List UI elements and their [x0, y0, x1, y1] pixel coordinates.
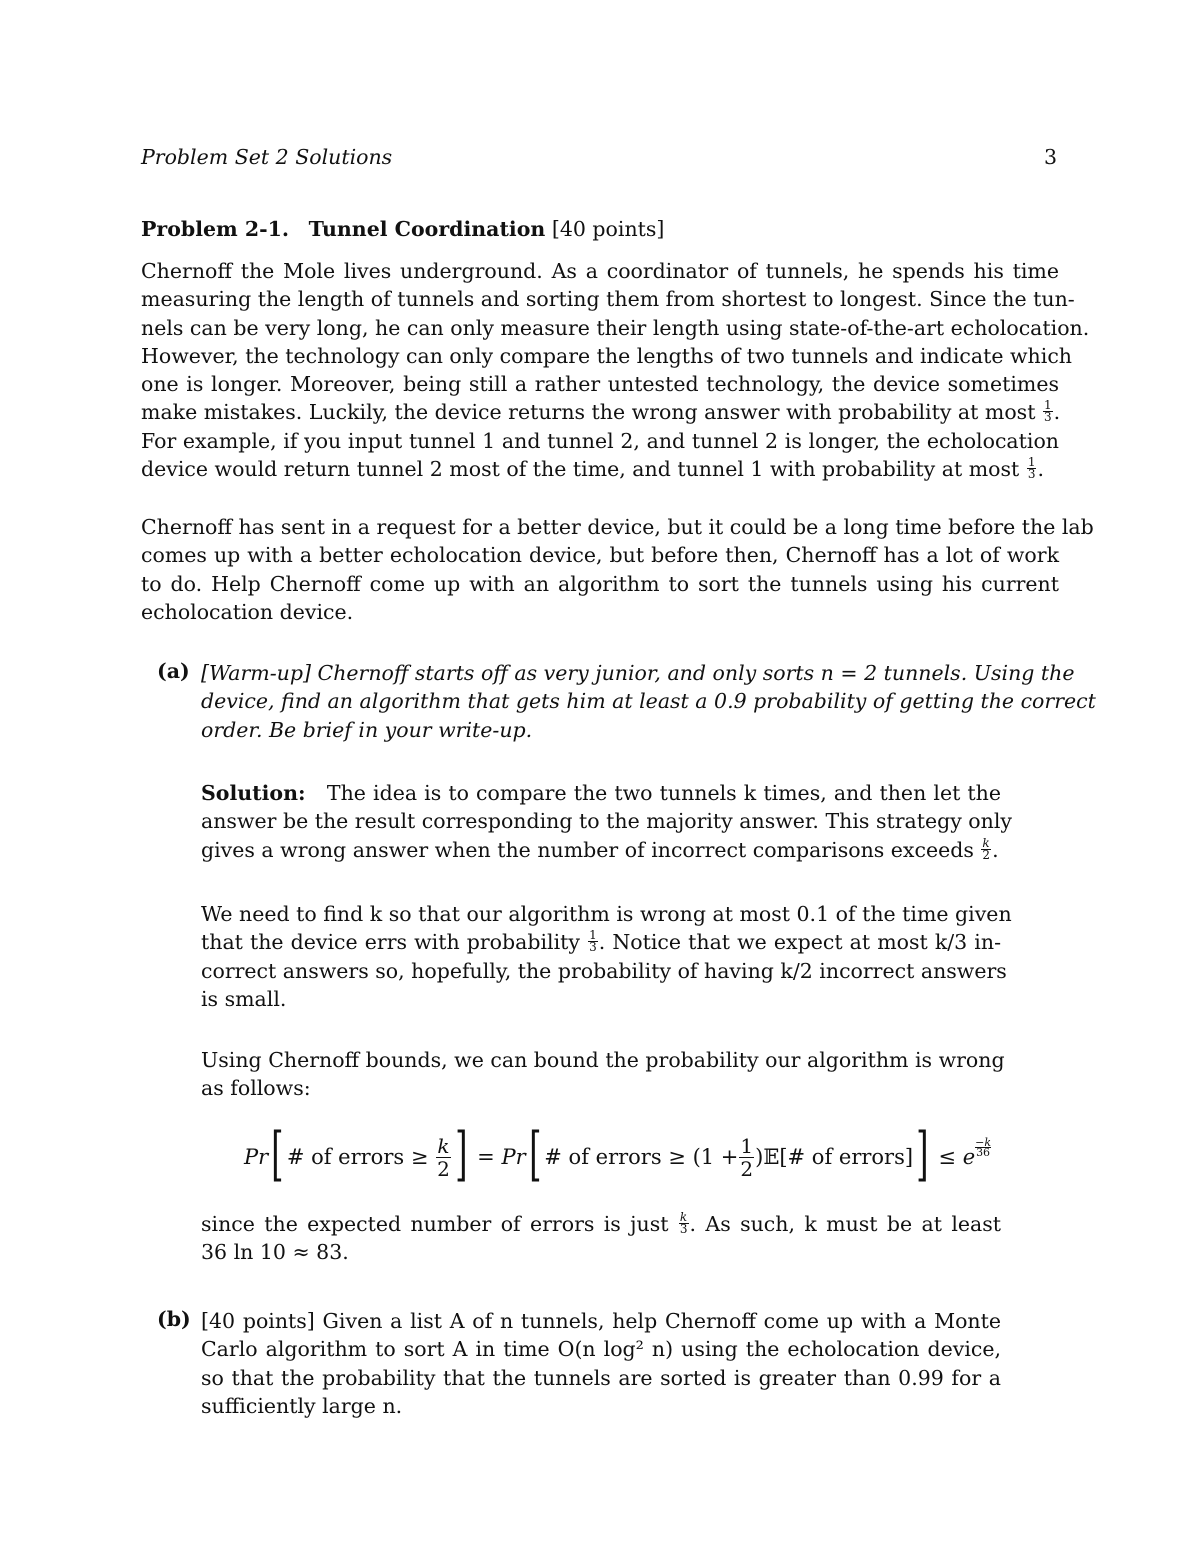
intro-line: device would return tunnel 2 most of the time, and tunnel 1 with probability at most $\frac{1}{3}$ .	[141, 455, 1044, 482]
question-line: Carlo algorithm to sort A in time O(n log² n) using the echolocation device,	[201, 1337, 1001, 1362]
eq-expectation: )𝔼[# of errors]	[755, 1145, 914, 1169]
eq-fraction-k-over-2: $\frac{k}{2}$	[437, 1133, 450, 1181]
eq-pr: Pr	[244, 1145, 269, 1169]
solution-line: We need to find k so that our algorithm is wrong at most 0.1 of the time given	[201, 902, 1012, 926]
page-number: 3	[1044, 145, 1058, 169]
fraction-one-third: $\frac{1}{3}$	[1043, 398, 1052, 425]
part-a-paragraph-2	[201, 900, 1012, 1013]
eq-one-plus: (1 +	[692, 1145, 739, 1169]
solution-line: that the device errs with probability $\frac{1}{3}$ . Notice that we expect at most k/3 in-	[201, 928, 1001, 955]
question-line: [40 points] Given a list A of n tunnels, help Chernoff come up with a Monte	[201, 1309, 1001, 1333]
intro-line: measuring the length of tunnels and sorting them from shortest to longest. Since the tun-	[141, 287, 1075, 312]
intro-line: nels can be very long, he can only measure their length using state-of-the-art echolocation.	[141, 315, 1090, 340]
eq-fraction-half: $\frac{1}{2}$	[740, 1133, 754, 1181]
fraction-one-third: $\frac{1}{3}$	[589, 928, 597, 955]
eq-errors-geq: # of errors ≥	[286, 1145, 429, 1169]
part-a-question	[201, 659, 1096, 744]
eq-errors-geq: # of errors ≥	[544, 1145, 686, 1169]
part-a-paragraph-4	[201, 1210, 1001, 1267]
solution-line: Using Chernoff bounds, we can bound the probability our algorithm is wrong	[201, 1048, 1005, 1072]
solution-line: 36 ln 10 ≈ 83.	[201, 1240, 349, 1265]
intro-line: However, the technology can only compare the lengths of two tunnels and indicate which	[141, 343, 1072, 368]
intro-line: make mistakes. Luckily, the device returns the wrong answer with probability at most $\frac{1}{3}$ .	[141, 398, 1061, 425]
eq-equals: =	[477, 1145, 495, 1169]
eq-pr: Pr	[501, 1145, 526, 1169]
solution-label: Solution:	[201, 781, 306, 805]
request-paragraph	[141, 513, 1094, 626]
problem-points: [40 points]	[551, 217, 665, 241]
part-a-label: (a)	[157, 659, 190, 683]
solution-line: Solution: The idea is to compare the two tunnels k times, and then let the	[201, 781, 1001, 805]
chernoff-bound-equation	[244, 1122, 991, 1192]
request-line: echolocation device.	[141, 599, 354, 624]
solution-line: since the expected number of errors is just $\frac{k}{3}$ . As such, k must be at least	[201, 1210, 1001, 1236]
eq-right-bracket: ]	[454, 1120, 468, 1188]
fraction-k-over-2: $\frac{k}{2}$	[982, 835, 991, 862]
fraction-one-third: $\frac{1}{3}$	[1027, 455, 1036, 482]
part-a-paragraph-3	[201, 1046, 1005, 1103]
fraction-k-over-3: $\frac{k}{3}$	[679, 1210, 688, 1236]
eq-e: e	[962, 1145, 976, 1169]
running-header-title: Problem Set 2 Solutions	[141, 145, 393, 169]
intro-line: Chernoff the Mole lives underground. As a coordinator of tunnels, he spends his time	[141, 259, 1059, 283]
question-line: [Warm-up] Chernoff starts off as very junior, and only sorts n = 2 tunnels. Using the	[201, 661, 1075, 685]
eq-leq: ≤	[938, 1145, 956, 1169]
request-line: comes up with a better echolocation device, but before then, Chernoff has a lot of work	[141, 543, 1059, 568]
part-b-label: (b)	[157, 1307, 191, 1331]
solution-line: correct answers so, hopefully, the probability of having k/2 incorrect answers	[201, 958, 1007, 983]
solution-line: gives a wrong answer when the number of incorrect comparisons exceeds $\frac{k}{2}$ .	[201, 835, 999, 862]
intro-line: For example, if you input tunnel 1 and tunnel 2, and tunnel 2 is longer, the echolocation	[141, 428, 1059, 453]
eq-left-bracket: [	[271, 1120, 284, 1188]
eq-right-bracket: ]	[916, 1120, 929, 1188]
solution-line: answer be the result corresponding to the majority answer. This strategy only	[201, 809, 1012, 834]
solution-line: as follows:	[201, 1076, 311, 1101]
part-b-question	[201, 1307, 1001, 1420]
eq-exponent: −k 36	[975, 1135, 992, 1159]
request-line: to do. Help Chernoff come up with an algorithm to sort the tunnels using his current	[141, 571, 1059, 596]
problem-number: Problem 2-1.	[141, 217, 290, 241]
question-line: sufficiently large n.	[201, 1393, 403, 1418]
question-line: device, find an algorithm that gets him at least a 0.9 probability of getting the correct	[201, 689, 1096, 714]
intro-paragraph	[141, 257, 1090, 483]
intro-line: one is longer. Moreover, being still a rather untested technology, the device sometimes	[141, 372, 1059, 397]
problem-name: Tunnel Coordination	[308, 217, 546, 241]
request-line: Chernoff has sent in a request for a better device, but it could be a long time before the lab	[141, 515, 1094, 539]
question-line: order. Be brief in your write-up.	[201, 717, 533, 742]
solution-line: is small.	[201, 986, 287, 1011]
part-a-solution	[201, 779, 1012, 864]
problem-heading	[141, 217, 664, 241]
eq-left-bracket: [	[528, 1120, 542, 1188]
question-line: so that the probability that the tunnels are sorted is greater than 0.99 for a	[201, 1365, 1001, 1390]
